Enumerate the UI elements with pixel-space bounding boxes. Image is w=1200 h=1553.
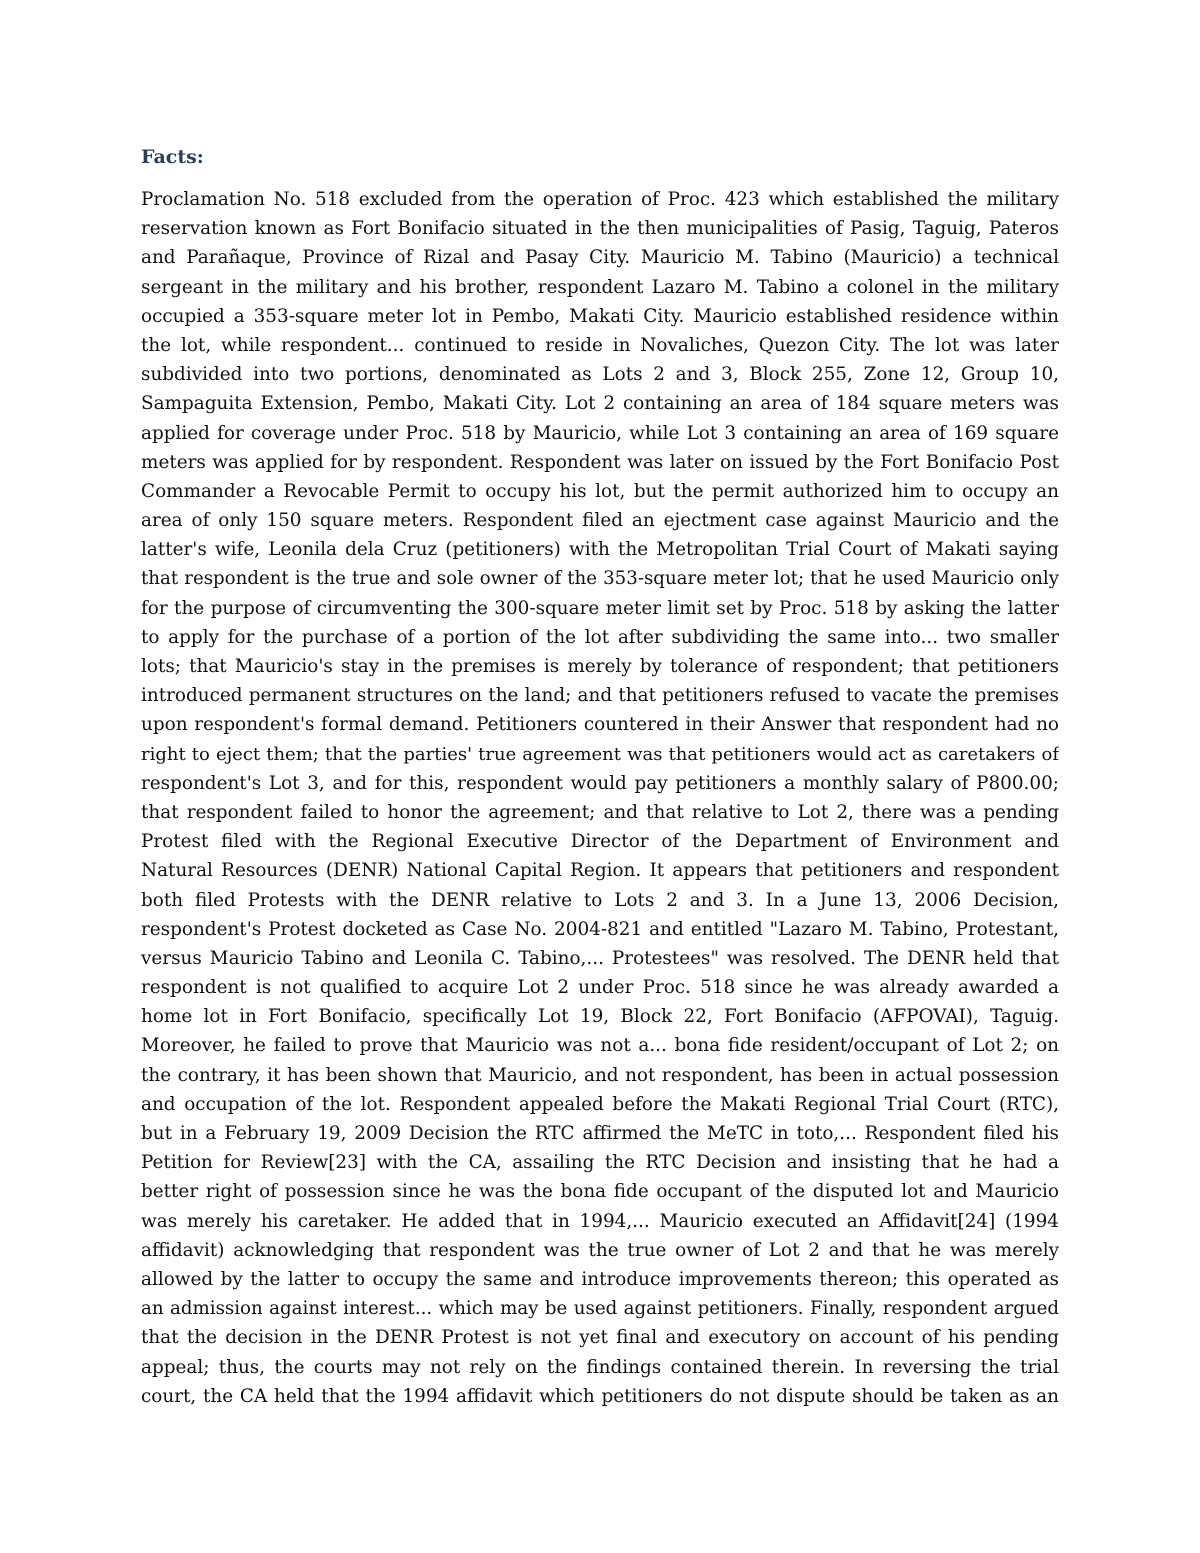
paragraph-line: appeal; thus, the courts may not rely on the findings contained therein. In reversing the trial bbox=[141, 1356, 1059, 1378]
paragraph-line: respondent's Protest docketed as Case No. 2004-821 and entitled "Lazaro M. Tabino, Protestant, bbox=[141, 918, 1059, 940]
paragraph-line: subdivided into two portions, denominated as Lots 2 and 3, Block 255, Zone 12, Group 10, bbox=[141, 364, 1059, 386]
paragraph-line: better right of possession since he was the bona fide occupant of the disputed lot and Mauricio bbox=[141, 1181, 1059, 1203]
paragraph-line: that the decision in the DENR Protest is not yet final and executory on account of his pending bbox=[141, 1327, 1059, 1349]
paragraph-line: but in a February 19, 2009 Decision the RTC affirmed the MeTC in toto,... Respondent filed his bbox=[141, 1123, 1059, 1144]
paragraph-line: respondent is not qualified to acquire Lot 2 under Proc. 518 since he was already awarded a bbox=[141, 977, 1059, 999]
paragraph-line: Commander a Revocable Permit to occupy his lot, but the permit authorized him to occupy an bbox=[141, 480, 1059, 502]
paragraph-line: introduced permanent structures on the land; and that petitioners refused to vacate the premises bbox=[141, 685, 1059, 707]
paragraph-line: Protest filed with the Regional Executive Director of the Department of Environment and bbox=[141, 831, 1059, 853]
section-heading: Facts: bbox=[141, 146, 204, 168]
paragraph-line: and Parañaque, Province of Rizal and Pasay City. Mauricio M. Tabino (Mauricio) a technical bbox=[141, 247, 1059, 269]
paragraph-line: court, the CA held that the 1994 affidavit which petitioners do not dispute should be taken as an bbox=[141, 1385, 1059, 1407]
paragraph-line: respondent's Lot 3, and for this, respondent would pay petitioners a monthly salary of P800.00; bbox=[141, 772, 1059, 794]
paragraph-line: occupied a 353-square meter lot in Pembo, Makati City. Mauricio established residence within bbox=[141, 305, 1059, 327]
paragraph-line: both filed Protests with the DENR relative to Lots 2 and 3. In a June 13, 2006 Decision, bbox=[141, 889, 1059, 911]
paragraph-line: Proclamation No. 518 excluded from the operation of Proc. 423 which established the military bbox=[141, 189, 1059, 210]
paragraph-line: versus Mauricio Tabino and Leonila C. Tabino,... Protestees" was resolved. The DENR held that bbox=[141, 947, 1059, 969]
paragraph-line: that respondent failed to honor the agreement; and that relative to Lot 2, there was a pending bbox=[141, 801, 1059, 823]
paragraph-line: Natural Resources (DENR) National Capital Region. It appears that petitioners and respondent bbox=[141, 860, 1059, 882]
paragraph-line: home lot in Fort Bonifacio, specifically Lot 19, Block 22, Fort Bonifacio (AFPOVAI), Taguig. bbox=[141, 1006, 1059, 1028]
paragraph-line: that respondent is the true and sole owner of the 353-square meter lot; that he used Mauricio only bbox=[141, 568, 1059, 590]
paragraph-line: the lot, while respondent... continued to reside in Novaliches, Quezon City. The lot was later bbox=[141, 334, 1059, 356]
paragraph-line: was merely his caretaker. He added that in 1994,... Mauricio executed an Affidavit[24] (1994 bbox=[141, 1210, 1059, 1232]
paragraph-line: meters was applied for by respondent. Respondent was later on issued by the Fort Bonifacio Post bbox=[141, 451, 1059, 473]
paragraph-line: to apply for the purchase of a portion of the lot after subdividing the same into... two smaller bbox=[141, 626, 1059, 648]
paragraph-line: upon respondent's formal demand. Petitioners countered in their Answer that respondent had no bbox=[141, 714, 1059, 736]
paragraph-line: Petition for Review[23] with the CA, assailing the RTC Decision and insisting that he had a bbox=[141, 1152, 1059, 1174]
paragraph-line: area of only 150 square meters. Respondent filed an ejectment case against Mauricio and the bbox=[141, 510, 1059, 532]
paragraph-line: applied for coverage under Proc. 518 by Mauricio, while Lot 3 containing an area of 169 square bbox=[141, 422, 1059, 444]
paragraph-line: for the purpose of circumventing the 300-square meter limit set by Proc. 518 by asking the latter bbox=[141, 597, 1059, 619]
paragraph-line: right to eject them; that the parties' true agreement was that petitioners would act as caretakers of bbox=[141, 743, 1059, 765]
paragraph-line: and occupation of the lot. Respondent appealed before the Makati Regional Trial Court (RTC), bbox=[141, 1093, 1059, 1115]
paragraph-line: affidavit) acknowledging that respondent was the true owner of Lot 2 and that he was merely bbox=[141, 1239, 1059, 1261]
paragraph-line: Sampaguita Extension, Pembo, Makati City. Lot 2 containing an area of 184 square meters was bbox=[141, 393, 1059, 415]
paragraph-line: latter's wife, Leonila dela Cruz (petitioners) with the Metropolitan Trial Court of Makati saying bbox=[141, 539, 1059, 561]
paragraph-line: an admission against interest... which may be used against petitioners. Finally, respondent argued bbox=[141, 1298, 1059, 1320]
paragraph-line: Moreover, he failed to prove that Mauricio was not a... bona fide resident/occupant of Lot 2; on bbox=[141, 1035, 1059, 1057]
paragraph-line: the contrary, it has been shown that Mauricio, and not respondent, has been in actual possession bbox=[141, 1064, 1059, 1086]
paragraph-line: allowed by the latter to occupy the same and introduce improvements thereon; this operated as bbox=[141, 1268, 1059, 1290]
facts-paragraph bbox=[141, 185, 1059, 1411]
paragraph-line: lots; that Mauricio's stay in the premises is merely by tolerance of respondent; that petitioners bbox=[141, 656, 1059, 677]
paragraph-line: reservation known as Fort Bonifacio situated in the then municipalities of Pasig, Taguig, Pateros bbox=[141, 218, 1059, 240]
paragraph-line: sergeant in the military and his brother, respondent Lazaro M. Tabino a colonel in the military bbox=[141, 276, 1059, 298]
